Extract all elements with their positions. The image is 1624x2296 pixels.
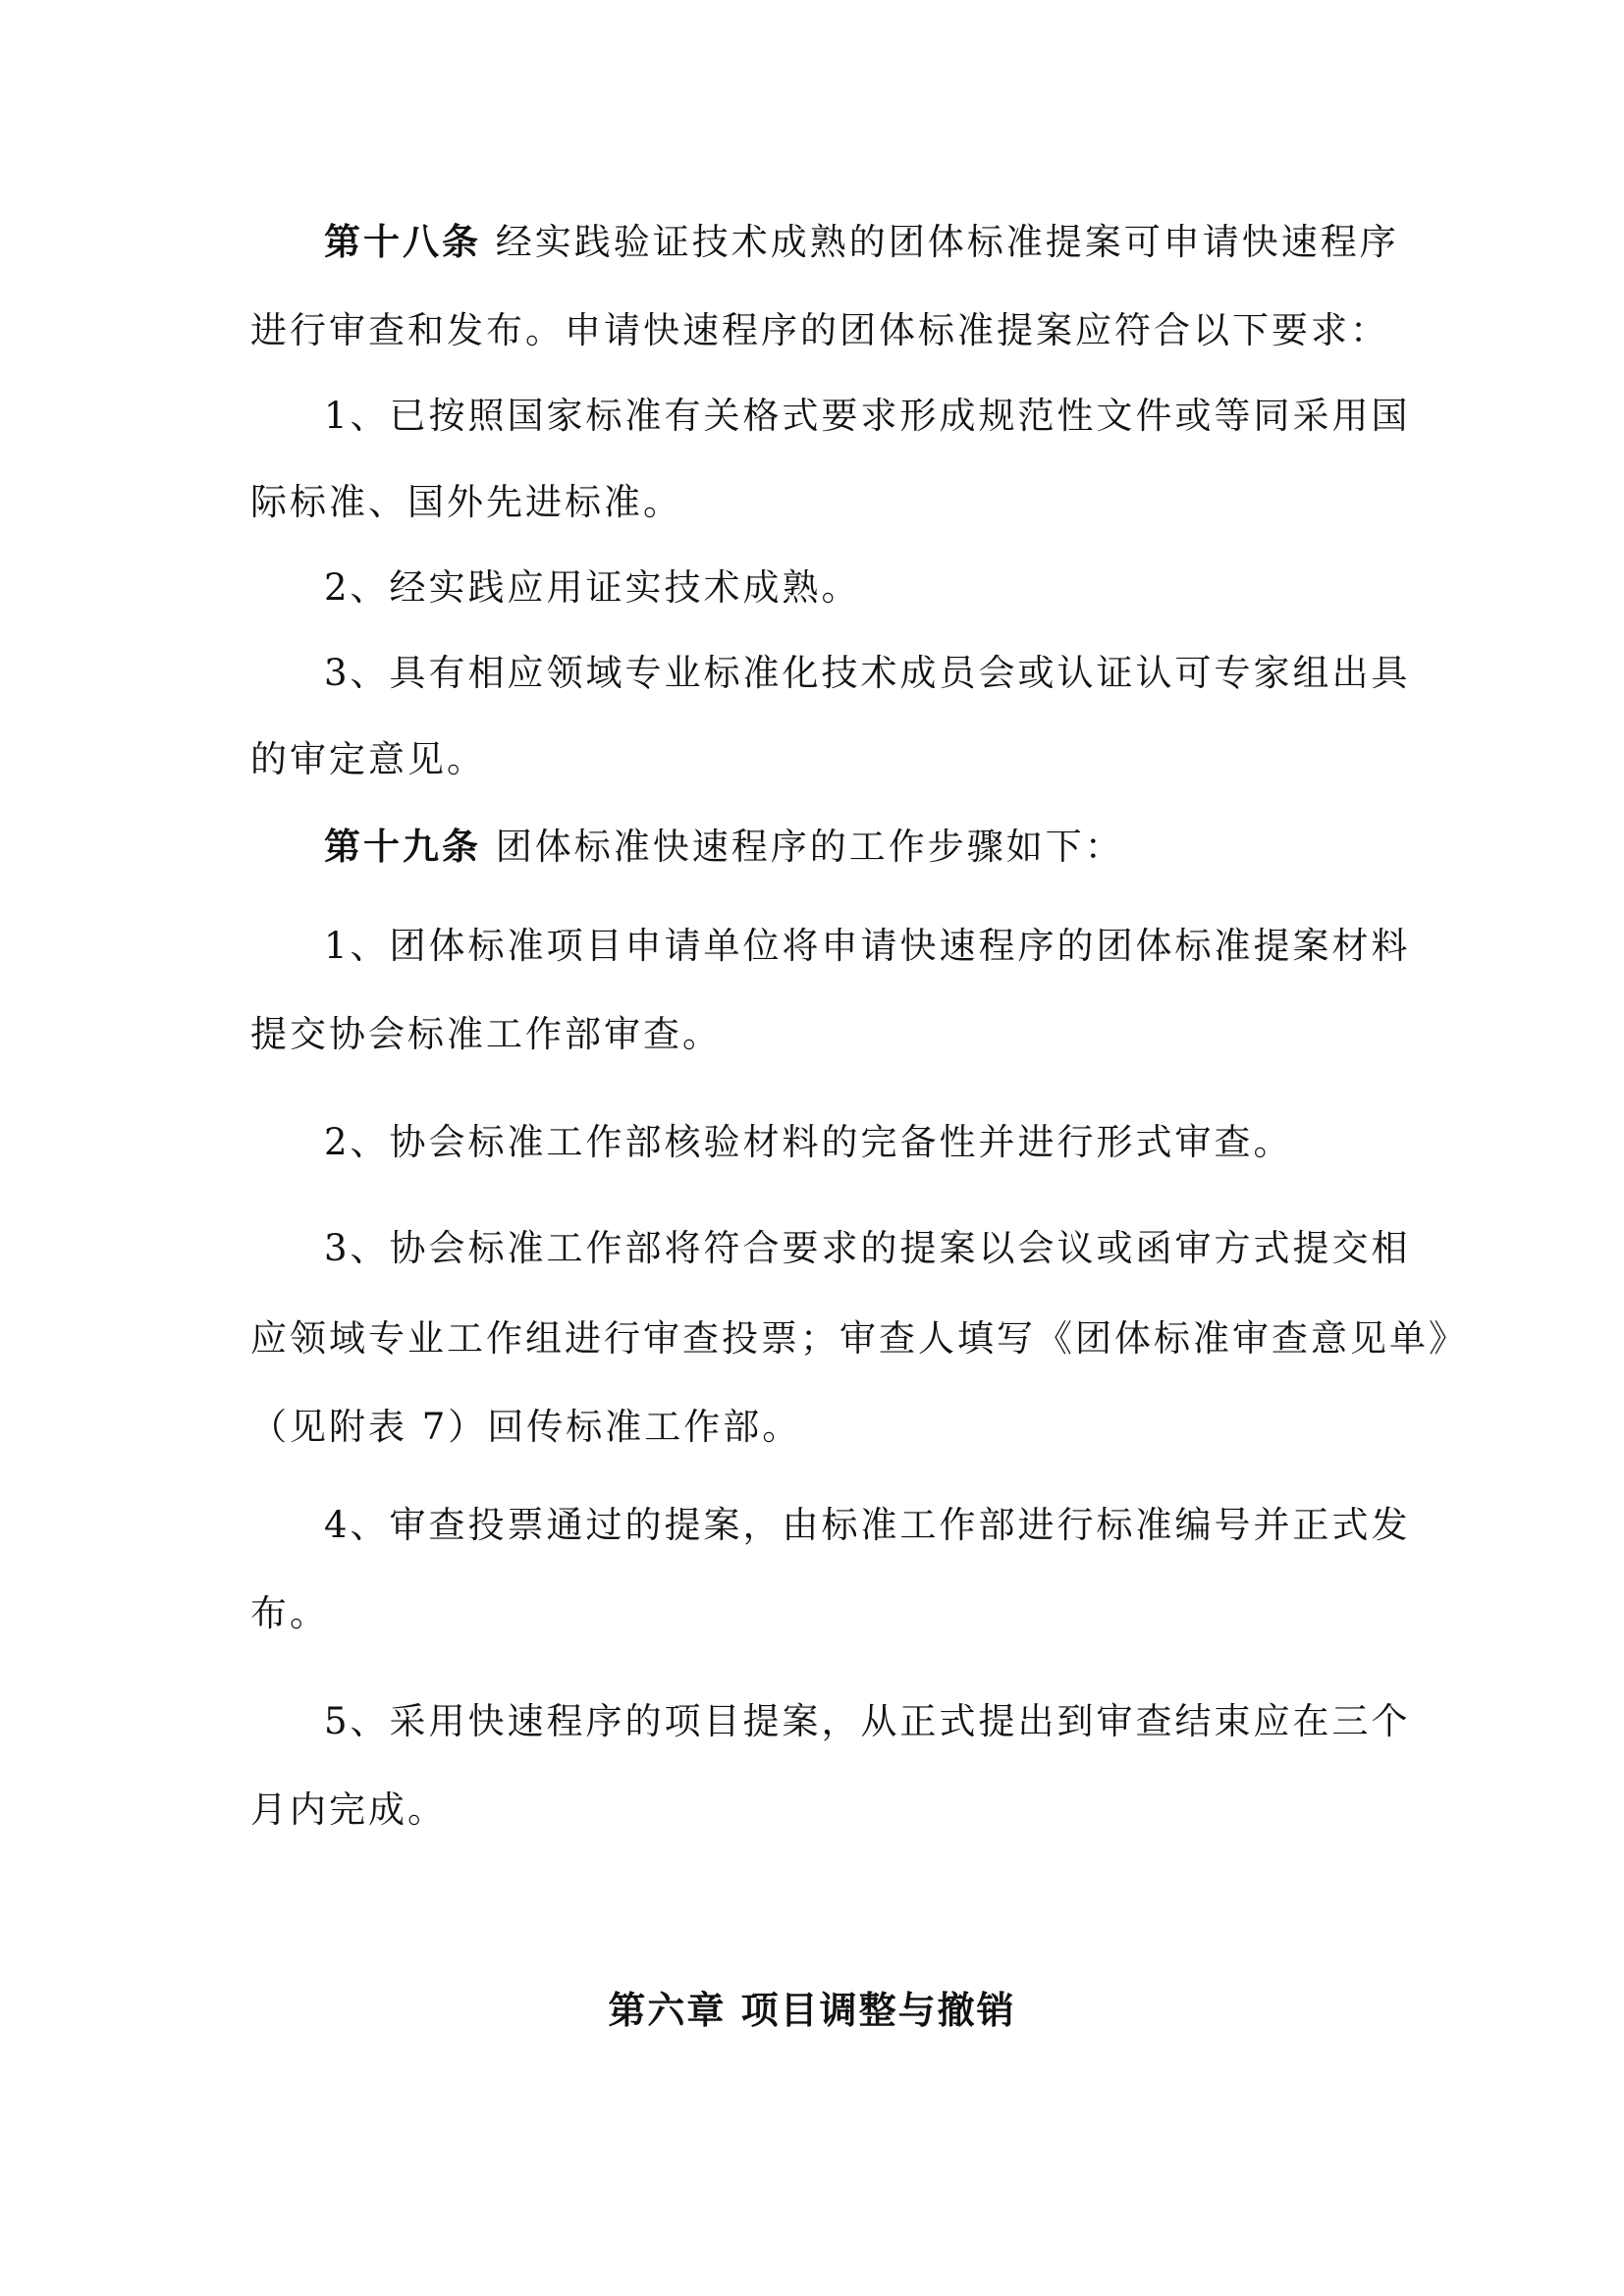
article-19-item-1-line-2: 提交协会标准工作部审查。 (250, 1013, 722, 1055)
article-18-text-1: 经实践验证技术成熟的团体标准提案可申请快速程序 (481, 221, 1399, 263)
chapter-heading: 第六章 项目调整与撤销 (608, 1988, 1016, 2032)
article-18-item-3-line-1: 3、具有相应领域专业标准化技术成员会或认证认可专家组出具 (324, 652, 1411, 694)
article-19-item-3-line-1: 3、协会标准工作部将符合要求的提案以会议或函审方式提交相 (324, 1227, 1411, 1269)
article-18-item-2-line-1: 2、经实践应用证实技术成熟。 (324, 566, 861, 609)
article-18-item-3-line-2: 的审定意见。 (250, 738, 486, 780)
article-19-text-1: 团体标准快速程序的工作步骤如下： (481, 826, 1124, 868)
article-18-item-1-line-2: 际标准、国外先进标准。 (250, 481, 682, 523)
article-19-title: 第十九条 (324, 825, 481, 868)
article-18-title: 第十八条 (324, 220, 481, 263)
article-18-text-2: 进行审查和发布。申请快速程序的团体标准提案应符合以下要求： (250, 309, 1389, 351)
article-19-item-3-line-2: 应领域专业工作组进行审查投票；审查人填写《团体标准审查意见单》 (250, 1317, 1468, 1360)
article-19-item-4-line-2: 布。 (250, 1592, 329, 1634)
article-18-item-1-line-1: 1、已按照国家标准有关格式要求形成规范性文件或等同采用国 (324, 395, 1411, 437)
article-19-item-3-line-3: （见附表 7）回传标准工作部。 (250, 1406, 802, 1448)
article-19-item-5-line-2: 月内完成。 (250, 1789, 447, 1831)
article-19-item-1-line-1: 1、团体标准项目申请单位将申请快速程序的团体标准提案材料 (324, 925, 1411, 967)
article-19-item-4-line-1: 4、审查投票通过的提案，由标准工作部进行标准编号并正式发 (324, 1504, 1411, 1546)
article-18-first-line (324, 218, 1463, 266)
article-19-first-line (324, 823, 1463, 871)
article-19-item-2-line-1: 2、协会标准工作部核验材料的完备性并进行形式审查。 (324, 1121, 1293, 1163)
article-19-item-5-line-1: 5、采用快速程序的项目提案，从正式提出到审查结束应在三个 (324, 1700, 1411, 1742)
